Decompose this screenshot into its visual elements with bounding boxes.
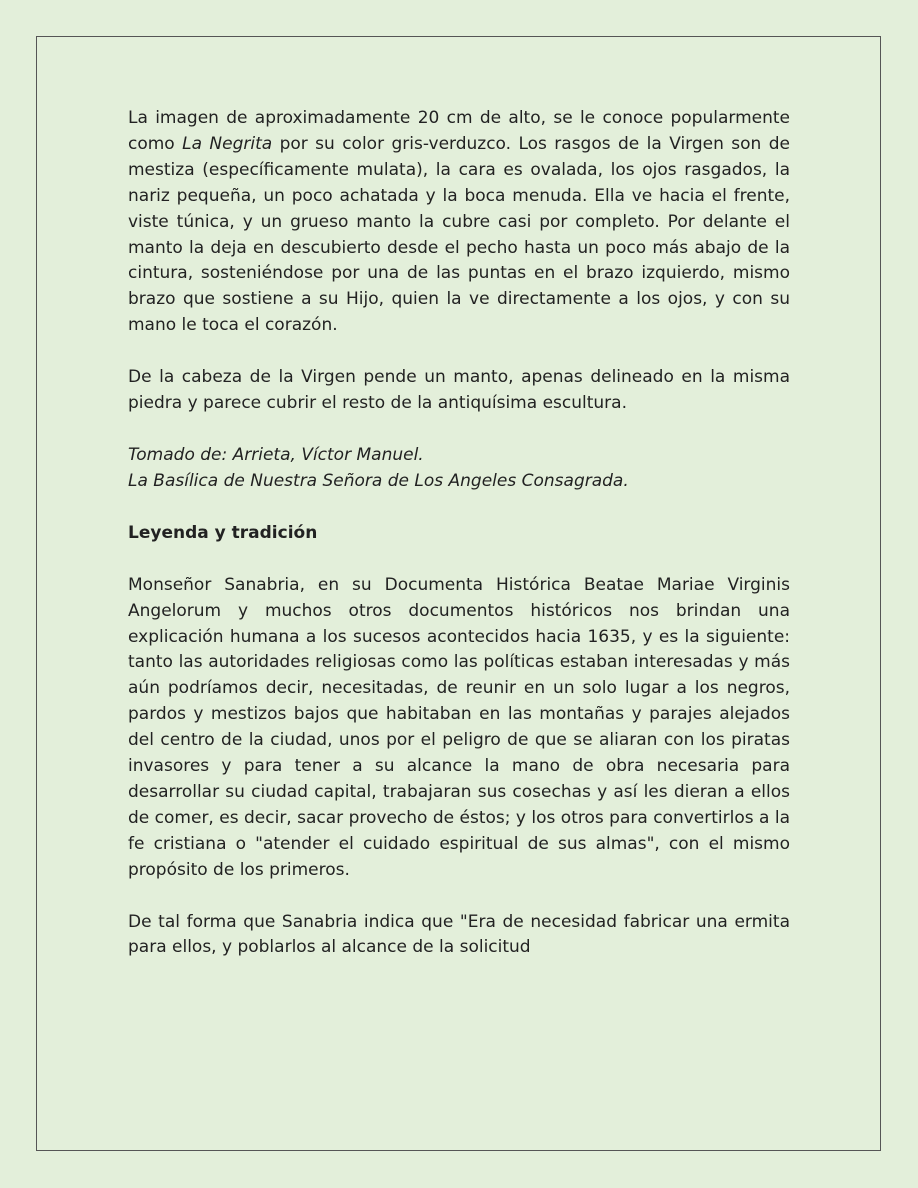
paragraph-ermita: De tal forma que Sanabria indica que "Era de necesidad fabricar una ermita para ellos, y poblarlos al alcance de la solicitud: [128, 911, 790, 958]
paragraph-manto: De la cabeza de la Virgen pende un manto, apenas delineado en la misma piedra y parece cubrir el resto de la antiquísima escultura.: [128, 367, 790, 414]
document-body: [128, 106, 790, 961]
italic-name: La Negrita: [182, 133, 273, 154]
paragraph-description: [128, 106, 790, 339]
paragraph-legend: Monseñor Sanabria, en su Documenta Histórica Beatae Mariae Virginis Angelorum y muchos otros documentos históricos nos brindan una explicación humana a los sucesos acontecidos hacia 1635, y es la siguiente: tanto las autoridades religiosas como las políticas estaban interesadas y más aún podríamos decir, necesitadas, de reunir en un solo lugar a los negros, pardos y mestizos bajos que habitaban en las montañas y parajes alejados del centro de la ciudad, unos por el peligro de que se aliaran con los piratas invasores y para tener a su alcance la mano de obra necesaria para desarrollar su ciudad capital, trabajaran sus cosechas y así les dieran a ellos de comer, es decir, sacar provecho de éstos; y los otros para convertirlos a la fe cristiana o "atender el cuidado espiritual de sus almas", con el mismo propósito de los primeros.: [128, 574, 790, 880]
citation: [128, 443, 790, 495]
paragraph-text: La imagen de aproximadamente 20 cm de alto, se le conoce popularmente como: [128, 108, 790, 154]
paragraph-text: por su color gris-verduzco. Los rasgos de la Virgen son de mestiza (específicamente mulata), la cara es ovalada, los ojos rasgados, la nariz pequeña, un poco achatada y la boca menuda. Ella ve hacia el frente, viste túnica, y un grueso manto la cubre casi por completo. Por delante el manto la deja en descubierto desde el pecho hasta un poco más abajo de la cintura, sosteniéndose por una de las puntas en el brazo izquierdo, mismo brazo que sostiene a su Hijo, quien la ve directamente a los ojos, y con su mano le toca el corazón.: [128, 133, 790, 336]
citation-author: Tomado de: Arrieta, Víctor Manuel.: [128, 444, 424, 465]
section-heading: Leyenda y tradición: [128, 522, 318, 543]
citation-title: La Basílica de Nuestra Señora de Los Angeles Consagrada.: [128, 470, 629, 491]
